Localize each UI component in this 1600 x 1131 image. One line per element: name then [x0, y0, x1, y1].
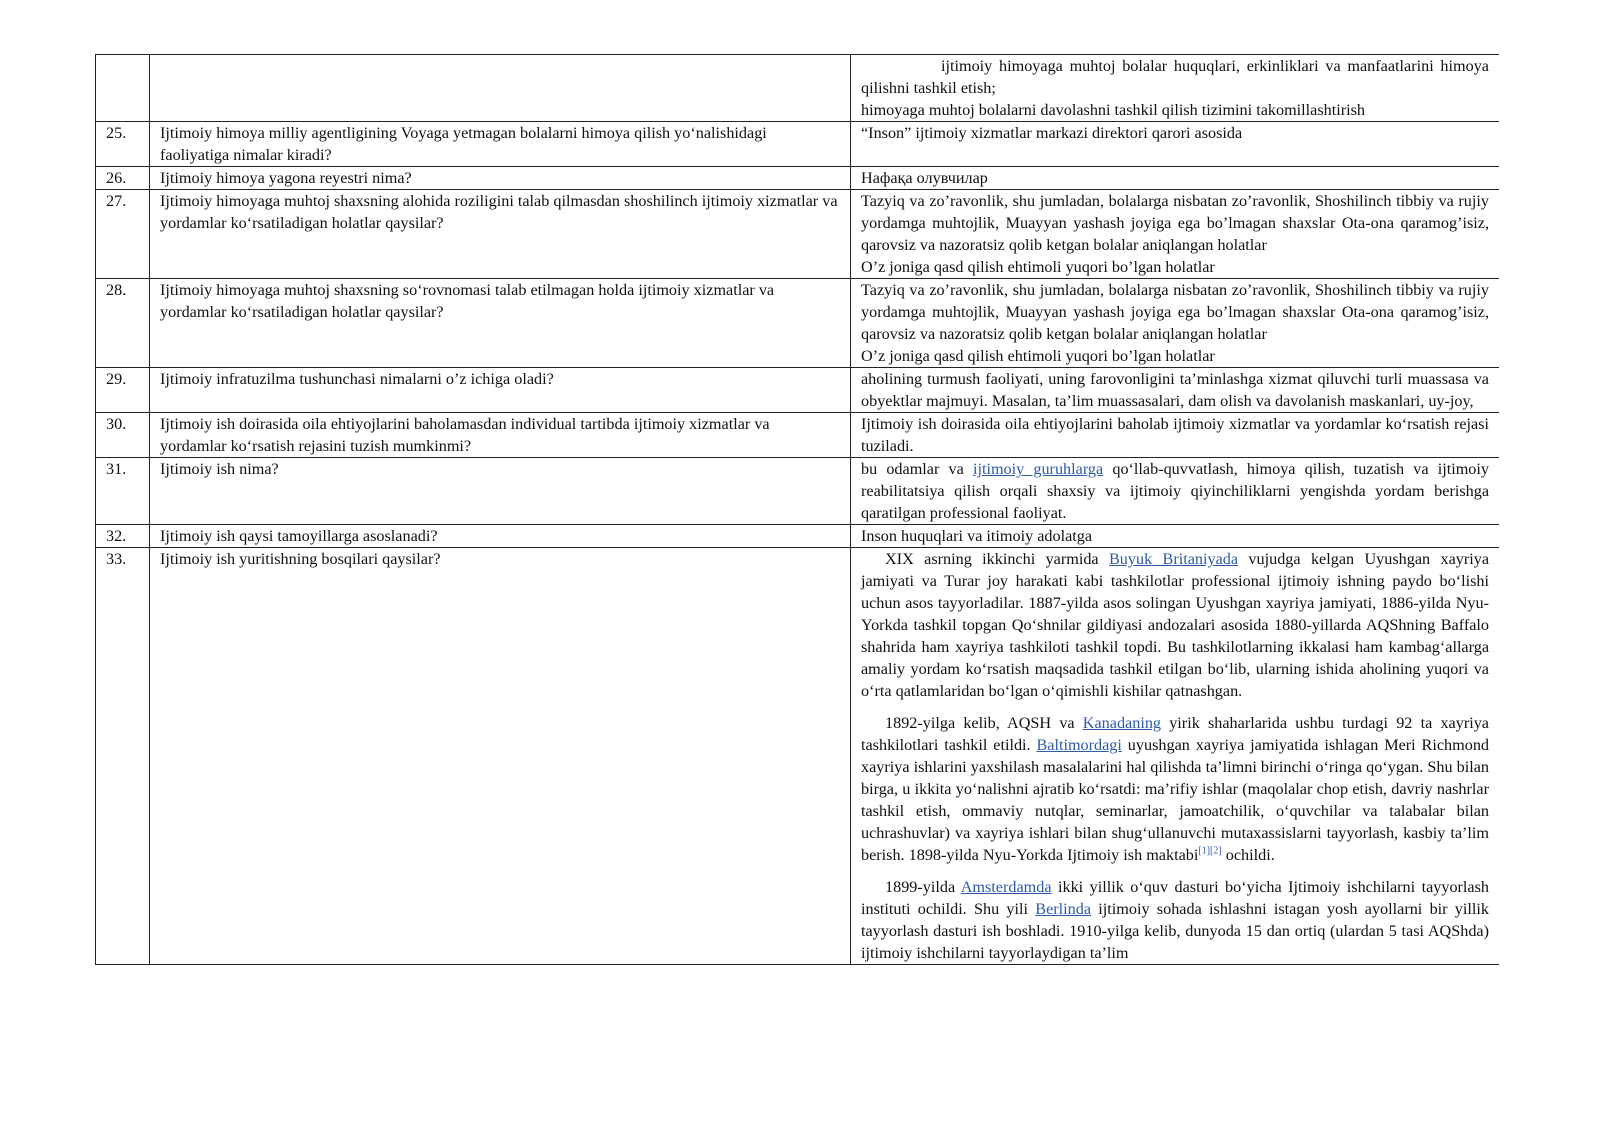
- question-cell: Ijtimoiy ish nima?: [150, 458, 851, 525]
- answer-text: uyushgan xayriya jamiyatida ishlagan Meri Richmond xayriya ishlarini yaxshilash masalalarini hal qilishda ta’limni birinchi o‘ringa qo‘ygan. Shu bilan birga, u ikkita yo‘nalishni ajratib ko‘rsatdi: ma’rifiy ishlar (maqolalar chop etish, davriy nashrlar tashkil etish, ommaviy nutqlar, seminarlar, jamoatchilik, o‘quvchilar va talabalar bilan uchrashuvlar) va xayriya ishlari bilan shug‘ullanuvchi mutaxassislarni tayyorlash, kasbiy ta’lim berish. 1898-yilda Nyu-Yorkda Ijtimoiy ish maktabi: [861, 736, 1490, 864]
- table-row: [96, 368, 1500, 413]
- answer-line: Tazyiq va zo’ravonlik, shu jumladan, bolalarga nisbatan zo’ravonlik, Shoshilinch tibbiy va rujiy yordamga muhtojlik, Muayyan yashash joyiga ega bo’lmagan shaxslar Ota-ona qaramog’isiz, qarovsiz va nazoratsiz qolib ketgan bolalar aniqlangan holatlar: [861, 281, 1489, 343]
- answer-line: ijtimoiy himoyaga muhtoj bolalar huquqlari, erkinliklari va manfaatlarini himoya qilishni tashkil etish;: [861, 57, 1489, 97]
- answer-cell: Ijtimoiy ish doirasida oila ehtiyojlarini baholab ijtimoiy xizmatlar va yordamlar ko‘rsatish rejasi tuziladi.: [851, 413, 1500, 458]
- answer-text: qo‘llab-quvvatlash, himoya qilish, tuzatish va ijtimoiy reabilitatsiya qilish orqali shaxsiy va ijtimoiy qiyinchiliklarni yengishda yordam berishga qaratilgan professional faoliyat.: [861, 460, 1489, 522]
- answer-paragraph: [861, 548, 1489, 702]
- answer-cell: Нафақа олувчилар: [851, 167, 1500, 190]
- answer-paragraph: [861, 876, 1489, 964]
- row-number: 30.: [96, 413, 150, 458]
- row-number: [96, 55, 150, 122]
- question-cell: Ijtimoiy infratuzilma tushunchasi nimalarni o’z ichiga oladi?: [150, 368, 851, 413]
- link-buyuk-britaniyada[interactable]: Buyuk Britaniyada: [1109, 550, 1239, 568]
- answer-text: ijtimoiy sohada ishlashni istagan yosh ayollarni bir yillik tayyorlash dasturi ish boshladi. 1910-yilga kelib, dunyoda 15 dan ortiq (ulardan 5 tasi AQShda) ijtimoiy ishchilarni tayyorlaydigan ta’lim: [861, 900, 1489, 962]
- answer-cell: Inson huquqlari va itimoiy adolatga: [851, 525, 1500, 548]
- answer-line: O’z joniga qasd qilish ehtimoli yuqori bo’lgan holatlar: [861, 258, 1215, 276]
- table-row: [96, 190, 1500, 279]
- table-row: [96, 548, 1500, 965]
- answer-cell: [851, 190, 1500, 279]
- link-berlinda[interactable]: Berlinda: [1035, 900, 1092, 918]
- link-baltimordagi[interactable]: Baltimordagi: [1036, 736, 1122, 754]
- question-cell: [150, 55, 851, 122]
- row-number: 28.: [96, 279, 150, 368]
- footnote-reference[interactable]: [1][2]: [1198, 845, 1222, 857]
- answer-cell: [851, 458, 1500, 525]
- answer-cell: [851, 279, 1500, 368]
- answer-cell: [851, 548, 1500, 965]
- table-row: [96, 167, 1500, 190]
- answer-line: O’z joniga qasd qilish ehtimoli yuqori bo’lgan holatlar: [861, 347, 1215, 365]
- question-cell: Ijtimoiy himoya milliy agentligining Voyaga yetmagan bolalarni himoya qilish yo‘nalishidagi faoliyatiga nimalar kiradi?: [150, 122, 851, 167]
- answer-paragraph: [861, 712, 1489, 866]
- row-number: 26.: [96, 167, 150, 190]
- question-cell: Ijtimoiy himoyaga muhtoj shaxsning so‘rovnomasi talab etilmagan holda ijtimoiy xizmatlar va yordamlar ko‘rsatiladigan holatlar qaysilar?: [150, 279, 851, 368]
- row-number: 33.: [96, 548, 150, 965]
- question-cell: Ijtimoiy ish qaysi tamoyillarga asoslanadi?: [150, 525, 851, 548]
- question-cell: Ijtimoiy ish doirasida oila ehtiyojlarini baholamasdan individual tartibda ijtimoiy xizmatlar va yordamlar ko‘rsatish rejasini tuzish mumkinmi?: [150, 413, 851, 458]
- answer-text: ikki yillik o‘quv dasturi bo‘yicha Ijtimoiy ishchilarni tayyorlash instituti ochildi. Shu yili: [861, 878, 1490, 918]
- qa-table: [95, 54, 1499, 965]
- table-row: [96, 279, 1500, 368]
- question-cell: Ijtimoiy himoya yagona reyestri nima?: [150, 167, 851, 190]
- question-cell: Ijtimoiy himoyaga muhtoj shaxsning alohida roziligini talab qilmasdan shoshilinch ijtimoiy xizmatlar va yordamlar ko‘rsatiladigan holatlar qaysilar?: [150, 190, 851, 279]
- answer-line: Tazyiq va zo’ravonlik, shu jumladan, bolalarga nisbatan zo’ravonlik, Shoshilinch tibbiy va rujiy yordamga muhtojlik, Muayyan yashash joyiga ega bo’lmagan shaxslar Ota-ona qaramog’isiz, qarovsiz va nazoratsiz qolib ketgan bolalar aniqlangan holatlar: [861, 192, 1489, 254]
- table-row: [96, 413, 1500, 458]
- table-row: [96, 122, 1500, 167]
- row-number: 31.: [96, 458, 150, 525]
- row-number: 32.: [96, 525, 150, 548]
- row-number: 29.: [96, 368, 150, 413]
- answer-cell: [851, 55, 1500, 122]
- answer-text: bu odamlar va: [861, 460, 973, 478]
- row-number: 27.: [96, 190, 150, 279]
- link-amsterdamda[interactable]: Amsterdamda: [960, 878, 1052, 896]
- table-row: [96, 55, 1500, 122]
- document-page: [95, 54, 1499, 1077]
- answer-text: XIX asrning ikkinchi yarmida: [885, 550, 1109, 568]
- row-number: 25.: [96, 122, 150, 167]
- answer-text: 1899-yilda: [885, 878, 961, 896]
- link-ijtimoiy-guruhlarga[interactable]: ijtimoiy guruhlarga: [972, 460, 1104, 478]
- table-row: [96, 458, 1500, 525]
- question-cell: Ijtimoiy ish yuritishning bosqilari qaysilar?: [150, 548, 851, 965]
- answer-line: himoyaga muhtoj bolalarni davolashni tashkil qilish tizimini takomillashtirish: [861, 101, 1366, 119]
- answer-text: yirik shaharlarida ushbu turdagi 92 ta xayriya tashkilotlari tashkil etildi.: [861, 714, 1489, 754]
- link-kanadaning[interactable]: Kanadaning: [1082, 714, 1162, 732]
- table-row: [96, 525, 1500, 548]
- answer-text: vujudga kelgan Uyushgan xayriya jamiyati va Turar joy harakati kabi tashkilotlar professional ijtimoiy ishning paydo bo‘lishi uchun asos tayyorladilar. 1887-yilda asos solingan Uyushgan xayriya jamiyati, 1886-yilda Nyu-Yorkda tashkil topgan Qo‘shnilar gildiyasi andozalari asosida 1880-yillarda AQShning Baffalo shahrida ham xayriya tashkiloti tashkil topdi. Bu tashkilotlarning ikkalasi ham kambag‘allarga amaliy yordam ko‘rsatish maqsadida tashkil etilgan bo‘lib, ularning ishida aholining yuqori va o‘rta qatlamlaridan bo‘lgan o‘qimishli kishilar qatnashgan.: [861, 550, 1490, 700]
- answer-cell: aholining turmush faoliyati, uning farovonligini ta’minlashga xizmat qiluvchi turli muassasa va obyektlar majmuyi. Masalan, ta’lim muassasalari, dam olish va davolanish maskanlari, uy-joy,: [851, 368, 1500, 413]
- answer-cell: “Inson” ijtimoiy xizmatlar markazi direktori qarori asosida: [851, 122, 1500, 167]
- answer-text: ochildi.: [1221, 846, 1275, 864]
- answer-text: 1892-yilga kelib, AQSH va: [885, 714, 1083, 732]
